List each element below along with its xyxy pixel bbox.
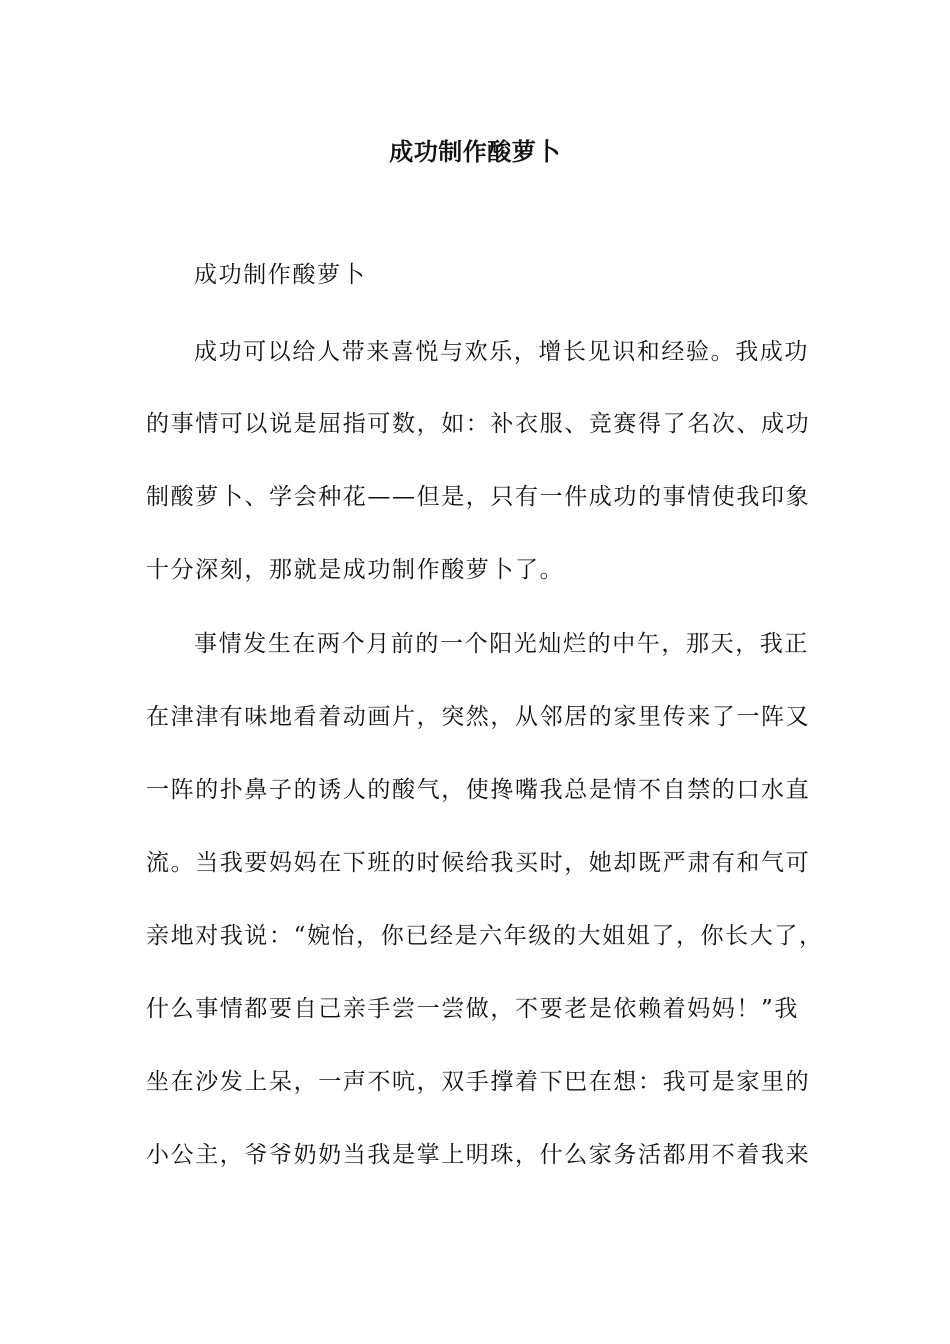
paragraph-line: 一阵的扑鼻子的诱人的酸气，使搀嘴我总是情不自禁的口水直 [146,777,811,803]
paragraph-line: 什么事情都要自己亲手尝一尝做，不要老是依赖着妈妈！”我 [146,996,799,1022]
paragraph-line: 小公主，爷爷奶奶当我是掌上明珠，什么家务活都用不着我来 [146,1142,811,1168]
document-title: 成功制作酸萝卜 [389,137,561,166]
paragraph-line: 十分深刻，那就是成功制作酸萝卜了。 [146,557,565,583]
paragraph-line: 的事情可以说是屈指可数，如：补衣服、竞赛得了名次、成功 [146,411,811,437]
paragraph-line: 亲地对我说：“婉怡，你已经是六年级的大姐姐了，你长大了， [146,923,824,949]
paragraph-line: 制酸萝卜、学会种花——但是，只有一件成功的事情使我印象 [146,484,811,510]
paragraph-line: 坐在沙发上呆，一声不吭，双手撑着下巴在想：我可是家里的 [146,1069,811,1095]
paragraph-line: 流。当我要妈妈在下班的时候给我买时，她却既严肃有和气可 [146,850,811,876]
paragraph-line: 事情发生在两个月前的一个阳光灿烂的中午，那天，我正 [194,631,809,657]
paragraph-line: 成功可以给人带来喜悦与欢乐，增长见识和经验。我成功 [194,339,809,365]
subtitle-line: 成功制作酸萝卜 [194,262,367,288]
paragraph-line: 在津津有味地看着动画片，突然，从邻居的家里传来了一阵又 [146,704,811,730]
